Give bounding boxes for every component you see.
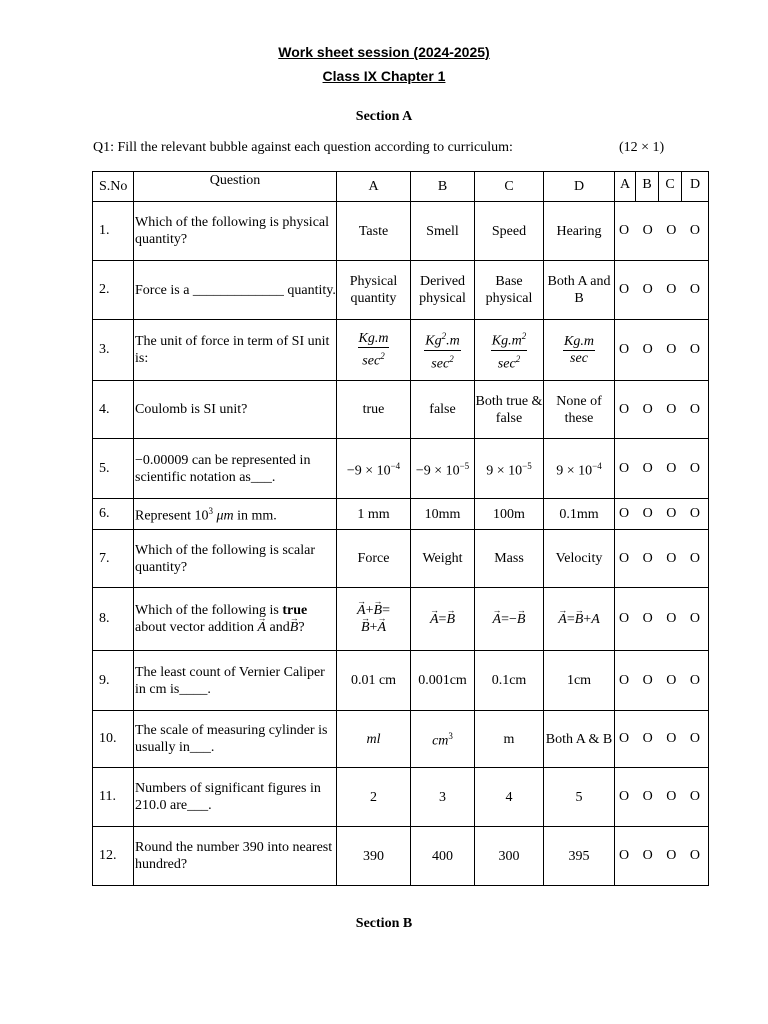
bubble-cell: [615, 588, 709, 651]
header-option-c: C: [475, 172, 544, 202]
math-part: Which of the following is: [135, 603, 283, 618]
math-part: =: [566, 611, 575, 627]
table-row: [93, 381, 709, 439]
math-part: ?: [298, 620, 305, 635]
option-d: Velocity: [544, 530, 615, 588]
bubble-cell: [615, 651, 709, 711]
header-question: Question: [134, 172, 337, 202]
option-c: Speed: [475, 202, 544, 261]
option-a: 0.01 cm: [337, 651, 411, 711]
answer-bubble-b[interactable]: O: [642, 731, 653, 746]
answer-bubble-c[interactable]: O: [666, 460, 677, 476]
answer-bubble-b[interactable]: O: [642, 789, 653, 804]
bubble-cell: [615, 320, 709, 381]
answer-bubble-c[interactable]: O: [666, 672, 677, 688]
answer-bubble-d[interactable]: O: [689, 789, 700, 804]
vector-symbol: → B: [575, 611, 584, 628]
row-number: 6.: [93, 499, 134, 530]
answer-bubble-d[interactable]: O: [689, 550, 700, 566]
math-part: Kg.m: [358, 330, 389, 346]
bubble-header-a: A: [615, 172, 636, 201]
option-c: 300: [475, 827, 544, 886]
option-b: [411, 439, 475, 499]
question-text: Which of the following is scalar quantity?: [134, 530, 337, 588]
question-text: [134, 588, 337, 651]
math-part: 9 × 10: [556, 463, 593, 479]
answer-bubble-b[interactable]: O: [642, 401, 653, 417]
answer-bubble-b[interactable]: O: [642, 550, 653, 566]
table-row: [93, 530, 709, 588]
option-c: 100m: [475, 499, 544, 530]
answer-bubble-d[interactable]: O: [689, 401, 700, 417]
option-c: Both true & false: [475, 381, 544, 439]
question-text: Coulomb is SI unit?: [134, 381, 337, 439]
vector-symbol: → A: [357, 602, 366, 619]
option-d: [544, 588, 615, 651]
math-part: in mm.: [233, 508, 277, 524]
table-row: [93, 711, 709, 768]
option-d: 395: [544, 827, 615, 886]
vector-symbol: → A: [257, 619, 266, 636]
option-d: 5: [544, 768, 615, 827]
header-sno: S.No: [93, 172, 134, 202]
header-option-a: A: [337, 172, 411, 202]
math-part: μm: [216, 508, 234, 524]
answer-bubble-c[interactable]: O: [666, 848, 677, 863]
math-part: sec: [497, 356, 516, 372]
table-header-row: [93, 172, 709, 202]
math-part: and: [266, 620, 290, 635]
bubble-cell: [615, 381, 709, 439]
option-b: Derived physical: [411, 261, 475, 320]
superscript: 3: [448, 731, 453, 742]
vector-symbol: → B: [517, 611, 526, 628]
row-number: 7.: [93, 530, 134, 588]
math-part: .m: [446, 333, 460, 349]
vector-symbol: → A: [377, 619, 386, 636]
math-part: cm: [432, 733, 449, 749]
answer-bubble-b[interactable]: O: [642, 282, 653, 297]
answer-bubble-a[interactable]: O: [619, 506, 630, 521]
option-b: Weight: [411, 530, 475, 588]
worksheet-title: Work sheet session (2024-2025): [278, 44, 490, 60]
option-d: [544, 320, 615, 381]
worksheet-subtitle: Class IX Chapter 1: [322, 68, 446, 84]
answer-bubble-a[interactable]: O: [619, 789, 630, 804]
answer-bubble-d[interactable]: O: [689, 460, 700, 476]
row-number: 11.: [93, 768, 134, 827]
option-a: Force: [337, 530, 411, 588]
math-part: −9 × 10: [346, 463, 391, 479]
option-c: [475, 320, 544, 381]
bubble-header-b: B: [636, 172, 659, 201]
bubble-cell: [615, 261, 709, 320]
row-number: 10.: [93, 711, 134, 768]
instruction-text: Q1: Fill the relevant bubble against each question according to curriculum:: [93, 140, 513, 155]
answer-bubble-d[interactable]: O: [689, 223, 700, 238]
table-row: [93, 588, 709, 651]
row-number: 5.: [93, 439, 134, 499]
option-a: 390: [337, 827, 411, 886]
table-row: [93, 202, 709, 261]
option-a: Taste: [337, 202, 411, 261]
superscript: −5: [459, 460, 470, 471]
answer-bubble-b[interactable]: O: [642, 672, 653, 688]
option-d: [544, 439, 615, 499]
answer-bubble-c[interactable]: O: [666, 223, 677, 238]
math-part: Kg: [425, 333, 442, 349]
answer-bubble-c[interactable]: O: [666, 550, 677, 566]
table-row: [93, 499, 709, 530]
option-b: [411, 320, 475, 381]
answer-bubble-b[interactable]: O: [642, 506, 653, 521]
header-option-b: B: [411, 172, 475, 202]
bubble-cell: [615, 202, 709, 261]
answer-bubble-d[interactable]: O: [689, 342, 700, 357]
bold-word: true: [282, 603, 308, 618]
math-part: =: [382, 603, 390, 618]
superscript: 2: [515, 353, 521, 364]
option-b: 10mm: [411, 499, 475, 530]
question-text: −0.00009 can be represented in scientific notation as___.: [134, 439, 337, 499]
answer-bubble-b[interactable]: O: [642, 223, 653, 238]
answer-bubble-b[interactable]: O: [642, 342, 653, 357]
answer-bubble-d[interactable]: O: [689, 848, 700, 863]
math-part: sec: [570, 350, 588, 366]
superscript: −4: [390, 460, 401, 471]
option-b: false: [411, 381, 475, 439]
bubble-cell: [615, 711, 709, 768]
math-part: about vector addition: [135, 620, 258, 635]
answer-bubble-c[interactable]: O: [666, 731, 677, 746]
marks-label: (12 × 1): [619, 140, 665, 155]
fraction: [491, 328, 527, 372]
bubble-header-d: D: [689, 177, 701, 192]
row-number: 4.: [93, 381, 134, 439]
bubble-cell: [615, 499, 709, 530]
answer-bubble-c[interactable]: O: [666, 789, 677, 804]
option-d: None of these: [544, 381, 615, 439]
math-part: +: [369, 620, 378, 635]
vector-symbol: → A: [430, 611, 439, 628]
answer-bubble-c[interactable]: O: [666, 611, 677, 626]
answer-bubble-c[interactable]: O: [666, 282, 677, 297]
superscript: 3: [208, 506, 213, 517]
vector-symbol: → B: [374, 602, 383, 619]
math-part: =: [438, 611, 447, 627]
answer-bubble-d[interactable]: O: [689, 506, 700, 521]
bubble-header-c: C: [659, 172, 682, 201]
vector-symbol: → B: [290, 619, 299, 636]
question-text: Which of the following is physical quantity?: [134, 202, 337, 261]
answer-bubble-d[interactable]: O: [689, 672, 700, 688]
option-c: [475, 439, 544, 499]
math-part: −9 × 10: [415, 463, 460, 479]
mcq-table: [92, 171, 709, 886]
bubble-cell: [615, 439, 709, 499]
math-part: ml: [366, 731, 381, 747]
question-text: Force is a _____________ quantity.: [134, 261, 337, 320]
bubble-cell: [615, 827, 709, 886]
answer-bubble-a[interactable]: O: [619, 460, 630, 476]
option-b: 400: [411, 827, 475, 886]
option-b: [411, 711, 475, 768]
math-part: =−: [501, 611, 517, 627]
fraction: [563, 334, 595, 367]
option-b: 0.001cm: [411, 651, 475, 711]
answer-bubble-a[interactable]: O: [619, 223, 630, 238]
answer-bubble-c[interactable]: O: [666, 342, 677, 357]
row-number: 3.: [93, 320, 134, 381]
superscript: 2: [449, 353, 454, 364]
option-a: true: [337, 381, 411, 439]
answer-bubble-c[interactable]: O: [666, 506, 677, 521]
answer-bubble-b[interactable]: O: [642, 460, 653, 476]
answer-bubble-d[interactable]: O: [689, 611, 700, 626]
question-text: Numbers of significant figures in 210.0 are___.: [134, 768, 337, 827]
superscript: 2: [380, 350, 385, 361]
option-b: Smell: [411, 202, 475, 261]
header-option-d: D: [544, 172, 615, 202]
math-part: +: [583, 611, 592, 627]
option-d: Hearing: [544, 202, 615, 261]
table-row: [93, 827, 709, 886]
option-a: [337, 588, 411, 651]
bubble-header-cell: [615, 172, 709, 202]
fraction: [424, 328, 460, 372]
superscript: −4: [592, 460, 602, 471]
section-a-heading: Section A: [355, 109, 413, 124]
answer-bubble-d[interactable]: O: [689, 731, 700, 746]
math-part: sec: [431, 356, 450, 372]
vector-symbol: → B: [446, 611, 455, 628]
option-c: m: [475, 711, 544, 768]
answer-bubble-a[interactable]: O: [619, 342, 630, 357]
row-number: 9.: [93, 651, 134, 711]
option-d: Both A & B: [544, 711, 615, 768]
option-c: Base physical: [475, 261, 544, 320]
bubble-cell: [615, 768, 709, 827]
answer-bubble-a[interactable]: O: [619, 731, 630, 746]
answer-bubble-a[interactable]: O: [619, 672, 630, 688]
math-part: sec: [362, 353, 381, 369]
option-a: [337, 320, 411, 381]
option-a: [337, 439, 411, 499]
vector-symbol: → A: [558, 611, 567, 628]
question-text: The scale of measuring cylinder is usually in___.: [134, 711, 337, 768]
option-c: [475, 588, 544, 651]
math-part: A: [591, 611, 600, 627]
row-number: 12.: [93, 827, 134, 886]
option-b: 3: [411, 768, 475, 827]
section-b-heading: Section B: [355, 916, 413, 931]
table-row: [93, 320, 709, 381]
answer-bubble-b[interactable]: O: [642, 611, 653, 626]
answer-bubble-d[interactable]: O: [689, 282, 700, 297]
row-number: 2.: [93, 261, 134, 320]
fraction: [358, 331, 390, 370]
table-row: [93, 439, 709, 499]
option-d: Both A and B: [544, 261, 615, 320]
option-a: 2: [337, 768, 411, 827]
row-number: 8.: [93, 588, 134, 651]
answer-bubble-a[interactable]: O: [619, 282, 630, 297]
bubble-cell: [615, 530, 709, 588]
superscript: −5: [522, 460, 532, 471]
question-text: Round the number 390 into nearest hundred?: [134, 827, 337, 886]
math-part: 9 × 10: [486, 463, 523, 479]
answer-bubble-a[interactable]: O: [619, 401, 630, 417]
question-text: [134, 499, 337, 530]
option-c: 4: [475, 768, 544, 827]
answer-bubble-a[interactable]: O: [619, 550, 630, 566]
math-part: Represent 10: [135, 508, 209, 524]
superscript: 2: [521, 330, 527, 341]
option-a: Physical quantity: [337, 261, 411, 320]
option-a: [337, 711, 411, 768]
question-text: The unit of force in term of SI unit is:: [134, 320, 337, 381]
option-b: [411, 588, 475, 651]
math-part: Kg.m: [564, 333, 594, 349]
vector-symbol: → B: [361, 619, 370, 636]
answer-bubble-a[interactable]: O: [619, 848, 630, 863]
answer-bubble-a[interactable]: O: [619, 611, 630, 626]
option-a: 1 mm: [337, 499, 411, 530]
table-row: [93, 261, 709, 320]
math-part: +: [365, 603, 374, 618]
superscript: 2: [441, 330, 447, 341]
table-row: [93, 651, 709, 711]
option-c: 0.1cm: [475, 651, 544, 711]
question-text: The least count of Vernier Caliper in cm is____.: [134, 651, 337, 711]
table-row: [93, 768, 709, 827]
option-d: 1cm: [544, 651, 615, 711]
option-c: Mass: [475, 530, 544, 588]
answer-bubble-b[interactable]: O: [642, 848, 653, 863]
answer-bubble-c[interactable]: O: [666, 401, 677, 417]
math-part: Kg.m: [491, 333, 522, 349]
row-number: 1.: [93, 202, 134, 261]
option-d: 0.1mm: [544, 499, 615, 530]
vector-symbol: → A: [493, 611, 502, 628]
